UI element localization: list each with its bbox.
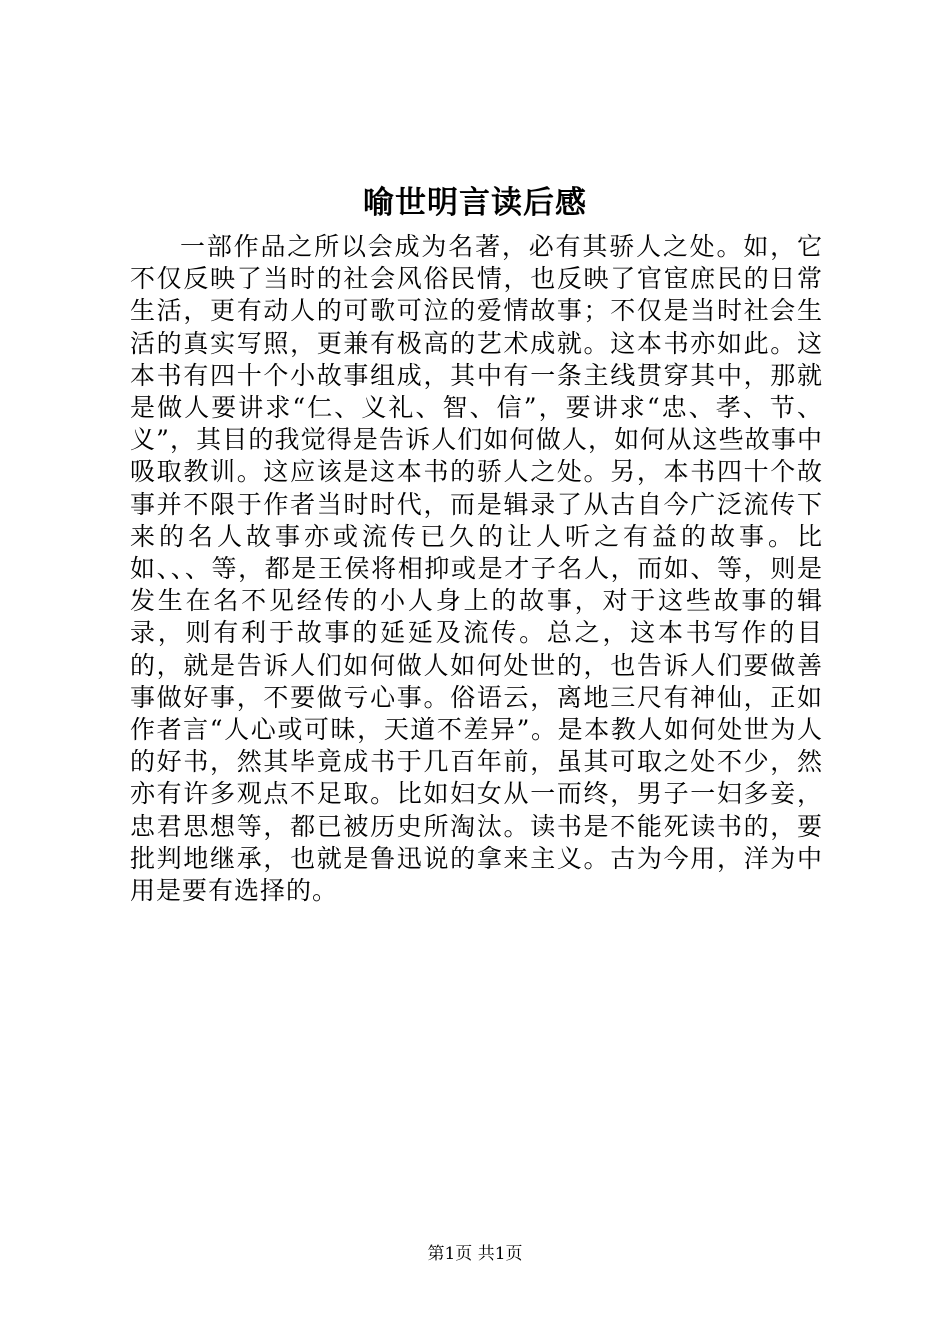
body-paragraph: 一部作品之所以会成为名著，必有其骄人之处。如，它不仅反映了当时的社会风俗民情，也反映了官宦庶民的日常生活，更有动人的可歌可泣的爱情故事；不仅是当时社会生活的真实写照，更兼有极高的艺术成就。这本书亦如此。这本书有四十个小故事组成，其中有一条主线贯穿其中，那就是做人要讲求“仁、义礼、智、信”，要讲求“忠、孝、节、义”，其目的我觉得是告诉人们如何做人，如何从这些故事中吸取教训。这应该是这本书的骄人之处。另，本书四十个故事并不限于作者当时时代，而是辑录了从古自今广泛流传下来的名人故事亦或流传已久的让人听之有益的故事。比如、、、等，都是王侯将相抑或是才子名人，而如、等，则是发生在名不见经传的小人身上的故事，对于这些故事的辑录，则有利于故事的延延及流传。总之，这本书写作的目的，就是告诉人们如何做人如何处世的，也告诉人们要做善事做好事，不要做亏心事。俗语云，离地三尺有神仙，正如作者言“人心或可昧，天道不差异”。是本教人如何处世为人的好书，然其毕竟成书于几百年前，虽其可取之处不少，然亦有许多观点不足取。比如妇女从一而终，男子一妇多妾，忠君思想等，都已被历史所淘汰。读书是不能死读书的，要批判地继承，也就是鲁迅说的拿来主义。古为今用，洋为中用是要有选择的。 (130, 232, 823, 906)
document-title: 喻世明言读后感 (363, 185, 587, 221)
page-footer: 第1页 共1页 (427, 1244, 523, 1264)
